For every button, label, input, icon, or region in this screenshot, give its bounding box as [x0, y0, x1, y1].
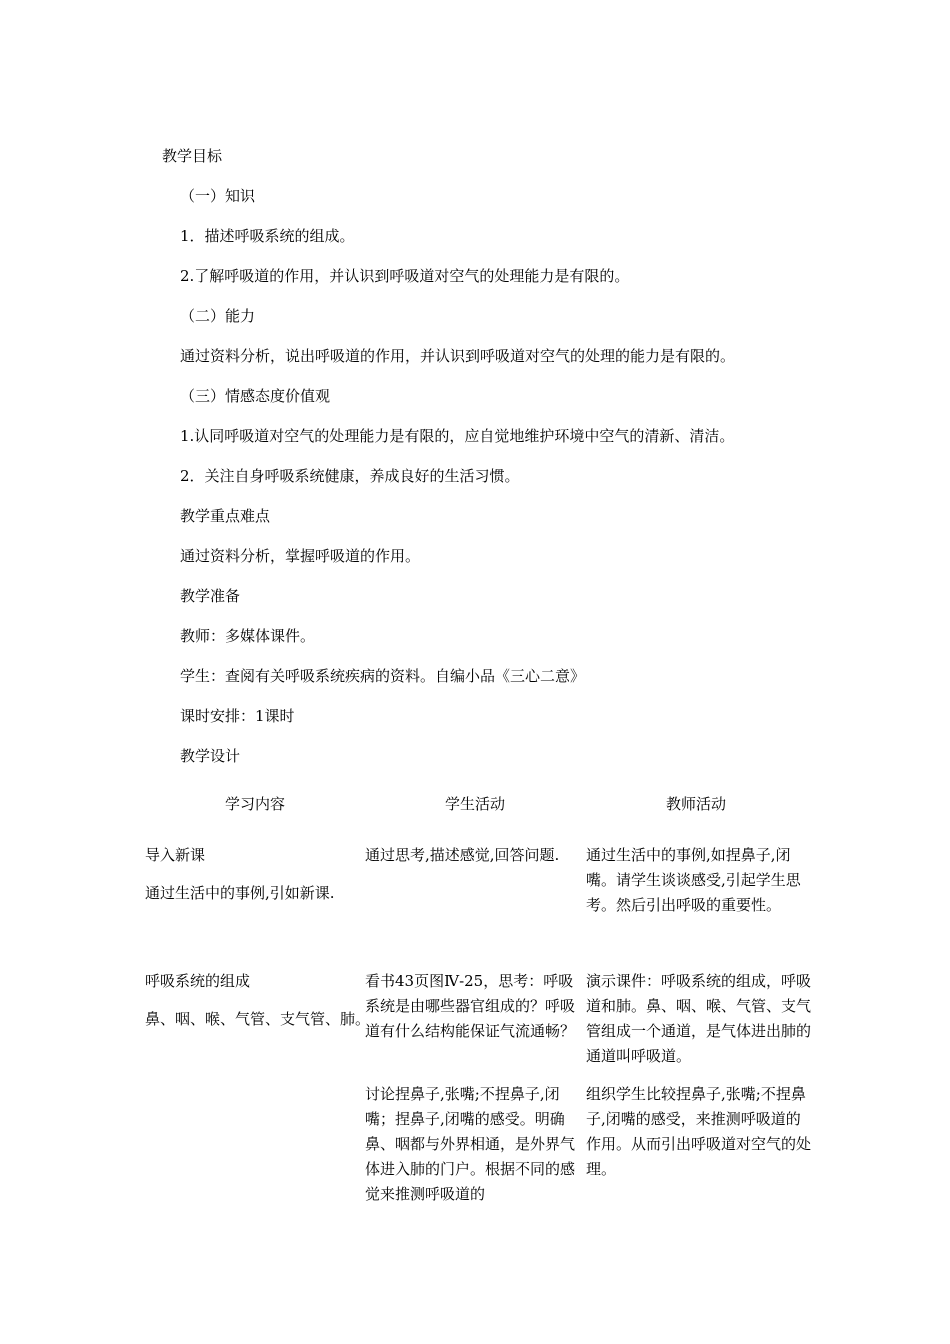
- ability-heading: （二）能力: [180, 307, 256, 325]
- ability-text: 通过资料分析，说出呼吸道的作用，并认识到呼吸道对空气的处理的能力是有限的。: [180, 347, 736, 365]
- table-header-student: 学生活动: [444, 795, 505, 813]
- emotion-item-1: 1.认同呼吸道对空气的处理能力是有限的，应自觉地维护环境中空气的清新、清洁。: [180, 427, 735, 445]
- knowledge-item-2: 2.了解呼吸道的作用，并认识到呼吸道对空气的处理能力是有限的。: [180, 267, 630, 285]
- table-header-content: 学习内容: [224, 795, 285, 813]
- row1-content-text: 通过生活中的事例,引如新课.: [145, 884, 335, 902]
- emotion-item-2: 2．关注自身呼吸系统健康，养成良好的生活习惯。: [180, 467, 520, 485]
- class-schedule: 课时安排：1课时: [180, 707, 295, 725]
- emotion-heading: （三）情感态度价值观: [180, 387, 331, 405]
- knowledge-item-1: 1．描述呼吸系统的组成。: [180, 227, 355, 245]
- row2-teacher-activity-1: 演示课件：呼吸系统的组成，呼吸道和肺。鼻、咽、喉、气管、支气管组成一个通道，是气体进出肺的通道叫呼吸道。: [586, 972, 812, 1065]
- objectives-heading: 教学目标: [162, 147, 223, 165]
- teacher-preparation: 教师：多媒体课件。: [180, 627, 316, 645]
- row1-student-activity: 通过思考,描述感觉,回答问题.: [365, 846, 560, 864]
- row2-teacher-activity-2: 组织学生比较捏鼻子,张嘴;不捏鼻子,闭嘴的感受，来推测呼吸道的作用。从而引出呼吸道对空气的处理。: [586, 1085, 812, 1178]
- row1-teacher-activity: 通过生活中的事例,如捏鼻子,闭嘴。请学生谈谈感受,引起学生思考。然后引出呼吸的重要性。: [586, 846, 801, 914]
- key-points-heading: 教学重点难点: [180, 507, 271, 525]
- key-points-text: 通过资料分析，掌握呼吸道的作用。: [180, 547, 421, 565]
- row2-student-activity-1: 看书43页图Ⅳ-25，思考：呼吸系统是由哪些器官组成的？呼吸道有什么结构能保证气流通畅？: [365, 972, 576, 1040]
- design-heading: 教学设计: [180, 747, 241, 765]
- student-preparation: 学生：查阅有关呼吸系统疾病的资料。自编小品《三心二意》: [180, 667, 586, 685]
- row1-content-title: 导入新课: [145, 846, 206, 864]
- row2-content-text: 鼻、咽、喉、气管、支气管、肺。: [145, 1010, 371, 1028]
- row2-student-activity-2: 讨论捏鼻子,张嘴;不捏鼻子,闭嘴；捏鼻子,闭嘴的感受。明确鼻、咽都与外界相通，是外界气体进入肺的门户。根据不同的感觉来推测呼吸道的: [365, 1085, 576, 1203]
- row2-content-title: 呼吸系统的组成: [145, 972, 251, 990]
- knowledge-heading: （一）知识: [180, 187, 256, 205]
- preparation-heading: 教学准备: [180, 587, 241, 605]
- table-header-teacher: 教师活动: [665, 795, 726, 813]
